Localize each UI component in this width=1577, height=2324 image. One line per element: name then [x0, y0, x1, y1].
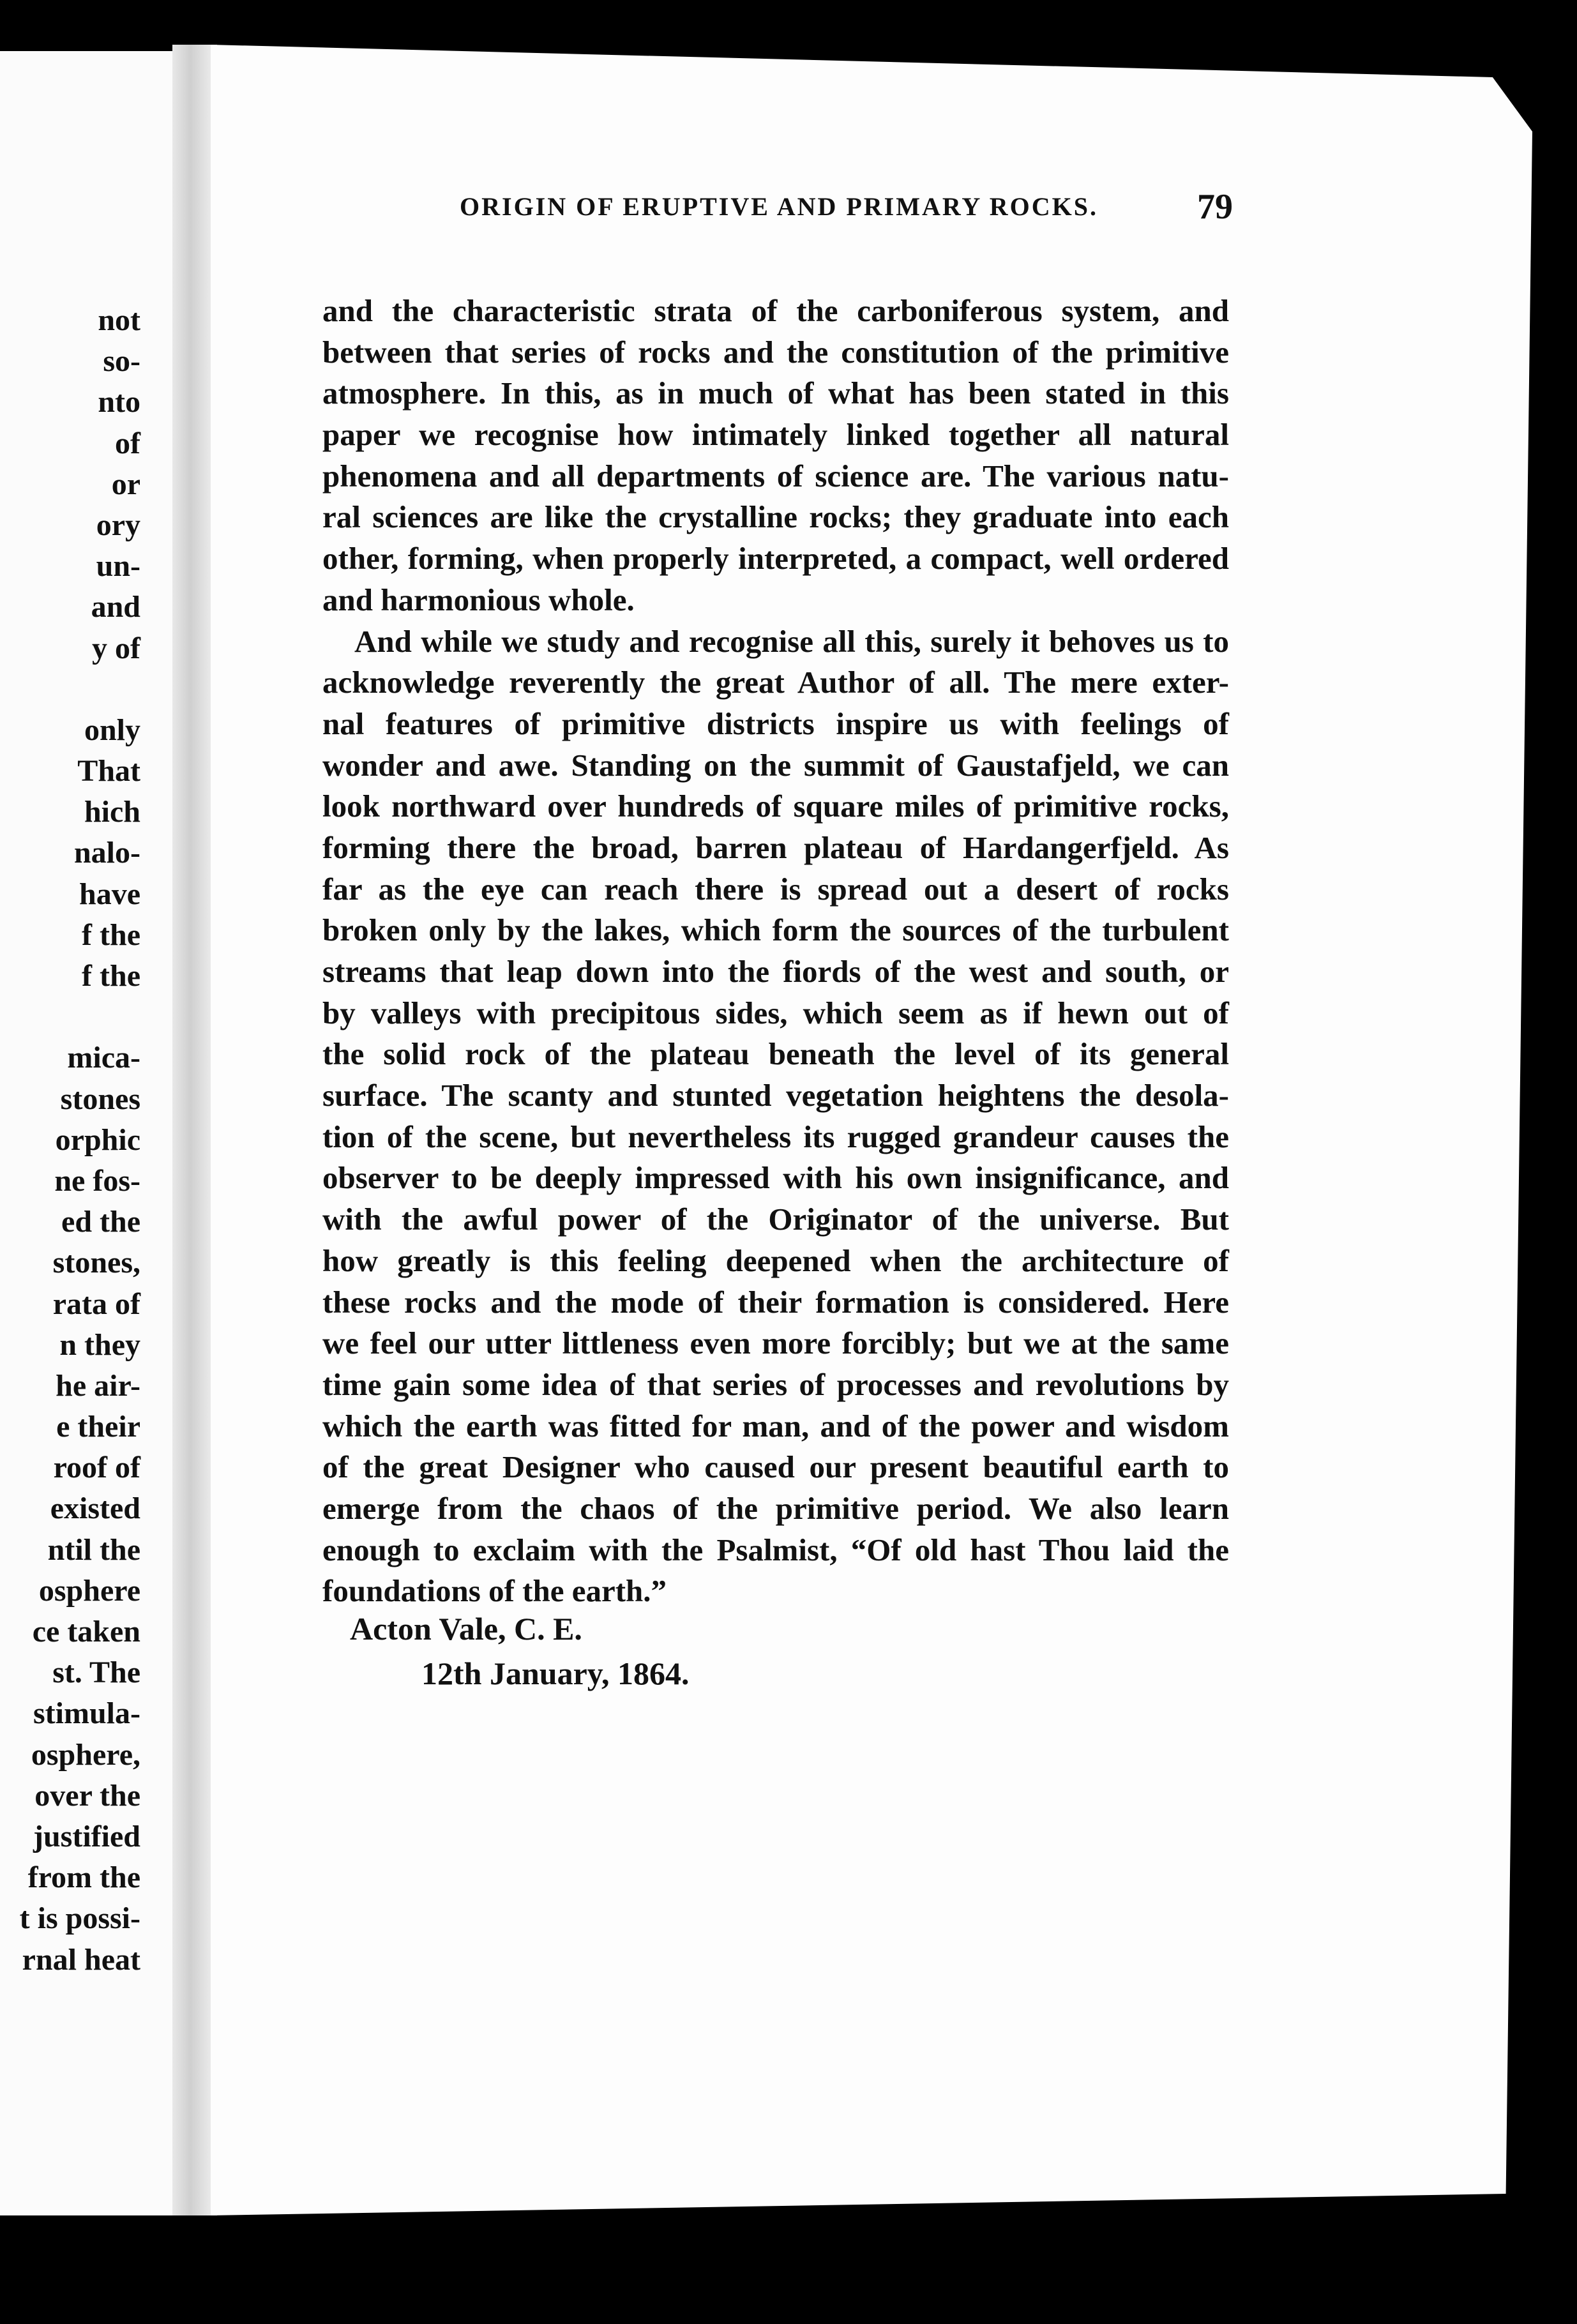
- text-line: and harmonious whole.: [322, 582, 635, 617]
- text-line: with the awful power of the Originator of the universe. But: [322, 1202, 1229, 1237]
- text-line: enough to exclaim with the Psalmist, “Of old hast Thou laid the: [322, 1532, 1229, 1567]
- book-spine: [172, 45, 217, 2215]
- left-page-text: [20, 300, 140, 1981]
- left-page-line: from the: [27, 1860, 140, 1895]
- text-line: ral sciences are like the crystalline rocks; they graduate into each: [322, 499, 1229, 535]
- left-page-line: so-: [103, 344, 140, 379]
- text-line: look northward over hundreds of square miles of primitive rocks,: [322, 788, 1229, 824]
- text-line: emerge from the chaos of the primitive period. We also learn: [322, 1490, 1229, 1526]
- left-page-line: ne fos-: [54, 1163, 140, 1198]
- left-page-line: osphere,: [31, 1737, 140, 1772]
- text-line: and the characteristic strata of the carboniferous system, and: [322, 293, 1229, 328]
- left-page-line: rnal heat: [22, 1942, 140, 1977]
- text-line: we feel our utter littleness even more forcibly; but we at the same: [322, 1325, 1229, 1361]
- left-page-line: stimula-: [33, 1696, 140, 1731]
- text-line: between that series of rocks and the constitution of the primitive: [322, 334, 1229, 370]
- text-line: time gain some idea of that series of processes and revolutions by: [322, 1366, 1229, 1402]
- left-page-line: [20, 997, 140, 1038]
- left-page-line: osphere: [38, 1573, 140, 1608]
- text-line: far as the eye can reach there is spread out a desert of rocks: [322, 871, 1229, 907]
- left-page-line: mica-: [67, 1041, 140, 1075]
- text-line: acknowledge reverently the great Author of all. The mere exter-: [322, 665, 1229, 700]
- left-page-line: n they: [59, 1327, 140, 1362]
- left-page: [0, 51, 192, 2215]
- text-line: atmosphere. In this, as in much of what has been stated in this: [322, 375, 1229, 411]
- text-line: tion of the scene, but nevertheless its rugged grandeur causes the: [322, 1119, 1229, 1154]
- left-page-line: y of: [92, 631, 140, 665]
- left-page-line: stones: [60, 1082, 140, 1116]
- text-line: the solid rock of the plateau beneath the level of its general: [322, 1036, 1229, 1072]
- left-page-line: ce taken: [32, 1615, 140, 1649]
- left-page-line: and: [91, 590, 140, 624]
- text-line: And while we study and recognise all this, surely it behoves us to: [354, 623, 1229, 659]
- left-page-line: f the: [82, 917, 140, 952]
- left-page-line: un-: [96, 549, 140, 584]
- left-page-line: not: [98, 303, 140, 337]
- text-line: observer to be deeply impressed with his own insignificance, and: [322, 1160, 1229, 1196]
- text-line: which the earth was fitted for man, and of the power and wisdom: [322, 1408, 1229, 1444]
- left-page-line: or: [111, 467, 140, 501]
- left-page-line: of: [115, 426, 140, 460]
- left-page-line: e their: [56, 1410, 140, 1444]
- left-page-line: rata of: [52, 1286, 140, 1321]
- text-line: other, forming, when properly interpreted, a compact, well ordered: [322, 541, 1229, 577]
- left-page-line: stones,: [52, 1246, 140, 1280]
- left-page-line: he air-: [56, 1368, 140, 1403]
- left-page-line: hich: [84, 795, 140, 829]
- left-page-line: justified: [33, 1819, 140, 1853]
- text-line: phenomena and all departments of science are. The various natu-: [322, 458, 1229, 494]
- left-page-line: ed the: [61, 1205, 140, 1239]
- text-line: how greatly is this feeling deepened when the architecture of: [322, 1242, 1229, 1278]
- text-line: these rocks and the mode of their formation is considered. Here: [322, 1284, 1229, 1320]
- signoff-place: Acton Vale, C. E.: [350, 1611, 582, 1647]
- left-page-line: have: [79, 877, 140, 911]
- left-page-line: over the: [34, 1778, 140, 1813]
- text-line: nal features of primitive districts inspire us with feelings of: [322, 706, 1229, 741]
- running-head: ORIGIN OF ERUPTIVE AND PRIMARY ROCKS.: [460, 192, 1099, 221]
- left-page-line: orphic: [55, 1122, 140, 1157]
- signoff-date: 12th January, 1864.: [421, 1656, 690, 1691]
- left-page-line: f the: [82, 959, 140, 993]
- text-line: forming there the broad, barren plateau of Hardangerfjeld. As: [322, 829, 1229, 865]
- left-page-line: ntil the: [47, 1532, 140, 1567]
- text-line: streams that leap down into the fiords of the west and south, or: [322, 954, 1229, 989]
- text-line: foundations of the earth.”: [322, 1573, 667, 1609]
- left-page-line: ory: [96, 508, 140, 542]
- left-page-line: existed: [50, 1491, 140, 1526]
- text-line: broken only by the lakes, which form the sources of the turbulent: [322, 912, 1229, 948]
- left-page-line: roof of: [53, 1451, 140, 1485]
- left-page-line: nto: [98, 385, 140, 419]
- text-line: paper we recognise how intimately linked together all natural: [322, 417, 1229, 453]
- text-line: surface. The scanty and stunted vegetation heightens the desola-: [322, 1078, 1229, 1113]
- left-page-line: st. The: [52, 1656, 140, 1690]
- text-line: of the great Designer who caused our present beautiful earth to: [322, 1449, 1229, 1485]
- left-page-line: That: [77, 754, 140, 788]
- left-page-line: t is possi-: [19, 1901, 140, 1936]
- left-page-line: only: [84, 713, 140, 747]
- left-page-line: nalo-: [73, 836, 140, 870]
- left-page-line: [20, 669, 140, 710]
- text-line: by valleys with precipitous sides, which seem as if hewn out of: [322, 995, 1229, 1030]
- text-line: wonder and awe. Standing on the summit of Gaustafjeld, we can: [322, 747, 1229, 783]
- body-text: [322, 290, 1229, 1612]
- page-number: 79: [1197, 187, 1233, 227]
